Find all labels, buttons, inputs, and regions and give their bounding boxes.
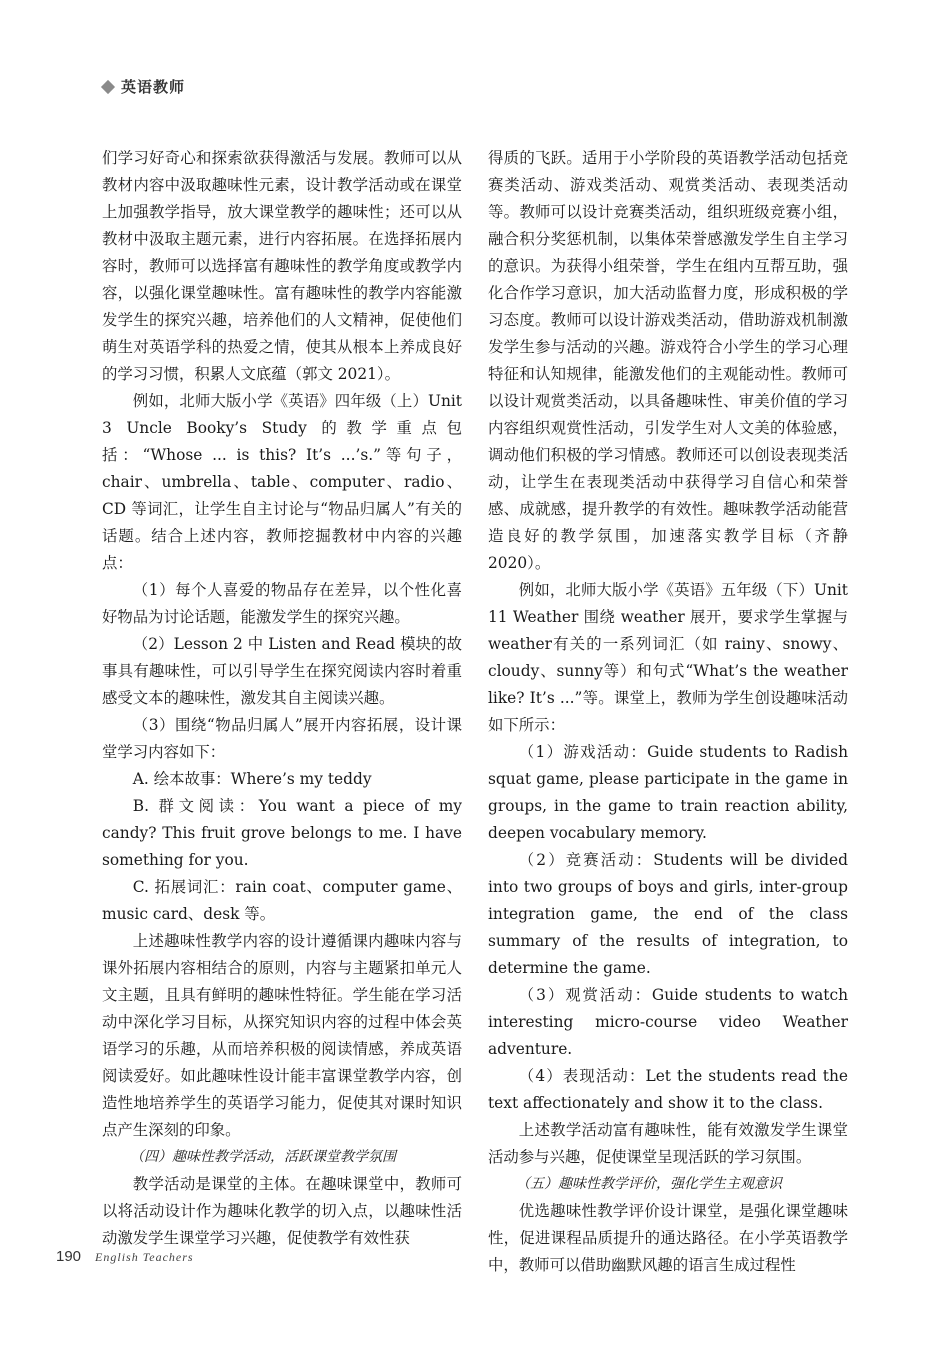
paragraph: 们学习好奇心和探索欲获得激活与发展。教师可以从教材内容中汲取趣味性元素，设计教学活动或在课堂上加强教学指导，放大课堂教学的趣味性；还可以从教材中汲取主题元素，进行内容拓展。在选择拓展内容时，教师可以选择富有趣味性的教学角度或教学内容，以强化课堂趣味性。富有趣味性的教学内容能激发学生的探究兴趣，培养他们的人文精神，促使他们萌生对英语学科的热爱之情，使其从根本上养成良好的学习习惯，积累人文底蕴（郭文 2021）。 bbox=[102, 149, 462, 383]
list-item: （2）竞赛活动：Students will be divided into two groups of boys and girls, inter-group integration game, the end of the class summary of the results of integration, to determine the game. bbox=[488, 851, 848, 977]
list-item: C. 拓展词汇：rain coat、computer game、music card、desk 等。 bbox=[102, 878, 462, 923]
list-item: （2）Lesson 2 中 Listen and Read 模块的故事具有趣味性，可以引导学生在探究阅读内容时着重感受文本的趣味性，激发其自主阅读兴趣。 bbox=[102, 635, 462, 707]
list-item: （1）游戏活动：Guide students to Radish squat game, please participate in the game in groups, in the game to train reaction ability, deepen vocabulary memory. bbox=[488, 743, 848, 842]
list-item: B. 群文阅读：You want a piece of my candy? This fruit grove belongs to me. I have something for you. bbox=[102, 797, 462, 869]
diamond-icon bbox=[101, 79, 115, 93]
paragraph: 得质的飞跃。适用于小学阶段的英语教学活动包括竞赛类活动、游戏类活动、观赏类活动、表现类活动等。教师可以设计竞赛类活动，组织班级竞赛小组，融合积分奖惩机制，以集体荣誉感激发学生自主学习的意识。为获得小组荣誉，学生在组内互帮互助，强化合作学习意识，加大活动监督力度，形成积极的学习态度。教师可以设计游戏类活动，借助游戏机制激发学生参与活动的兴趣。游戏符合小学生的学习心理特征和认知规律，能激发他们的主观能动性。教师可以设计观赏类活动，以具备趣味性、审美价值的学习内容组织观赏性活动，引发学生对人文美的体验感，调动他们积极的学习情感。教师还可以创设表现类活动，让学生在表现类活动中获得学习自信心和荣誉感、成就感，提升教学的有效性。趣味教学活动能营造良好的教学氛围，加速落实教学目标（齐静 2020）。 bbox=[488, 149, 848, 572]
list-item: （3）围绕“物品归属人”展开内容拓展，设计课堂学习内容如下： bbox=[102, 716, 462, 761]
list-item: （3）观赏活动：Guide students to watch interesting micro-course video Weather adventure. bbox=[488, 986, 848, 1058]
paragraph: 优选趣味性教学评价设计课堂，是强化课堂趣味性，促进课程品质提升的通达路径。在小学英语教学中，教师可以借助幽默风趣的语言生成过程性 bbox=[488, 1202, 848, 1274]
section-heading: （五）趣味性教学评价，强化学生主观意识 bbox=[516, 1176, 782, 1192]
paragraph: 例如，北师大版小学《英语》四年级（上）Unit 3 Uncle Booky’s Study 的教学重点包括：“Whose ... is this? It’s ...’s.”等句子，chair、umbrella、table、computer、radio、CD 等词汇，让学生自主讨论与“物品归属人”有关的话题。结合上述内容，教师挖掘教材中内容的兴趣点： bbox=[102, 392, 462, 572]
right-column bbox=[488, 145, 848, 1279]
page-footer bbox=[56, 1248, 194, 1265]
journal-header-title: 英语教师 bbox=[121, 78, 186, 96]
list-item: （1）每个人喜爱的物品存在差异，以个性化喜好物品为讨论话题，能激发学生的探究兴趣。 bbox=[102, 581, 462, 626]
paragraph: 上述趣味性教学内容的设计遵循课内趣味内容与课外拓展内容相结合的原则，内容与主题紧扣单元人文主题，且具有鲜明的趣味性特征。学生能在学习活动中深化学习目标，从探究知识内容的过程中体会英语学习的乐趣，从而培养积极的阅读情感，养成英语阅读爱好。如此趣味性设计能丰富课堂教学内容，创造性地培养学生的英语学习能力，促使其对课时知识点产生深刻的印象。 bbox=[102, 932, 462, 1139]
paragraph: 例如，北师大版小学《英语》五年级（下）Unit 11 Weather 围绕 weather 展开，要求学生掌握与weather有关的一系列词汇（如 rainy、snowy、cloudy、sunny等）和句式“What’s the weather like? It’s ...”等。课堂上，教师为学生创设趣味活动如下所示： bbox=[488, 581, 848, 734]
list-item: A. 绘本故事：Where’s my teddy bbox=[132, 770, 372, 788]
paragraph: 教学活动是课堂的主体。在趣味课堂中，教师可以将活动设计作为趣味化教学的切入点，以趣味性活动激发学生课堂学习兴趣，促使教学有效性获 bbox=[102, 1175, 462, 1247]
paragraph: 上述教学活动富有趣味性，能有效激发学生课堂活动参与兴趣，促使课堂呈现活跃的学习氛围。 bbox=[488, 1121, 848, 1166]
left-column bbox=[102, 145, 462, 1252]
footer-journal-name: English Teachers bbox=[95, 1250, 194, 1264]
list-item: （4）表现活动：Let the students read the text affectionately and show it to the class. bbox=[488, 1067, 848, 1112]
page-number: 190 bbox=[56, 1248, 82, 1265]
section-heading: （四）趣味性教学活动，活跃课堂教学氛围 bbox=[130, 1149, 396, 1165]
running-header bbox=[103, 76, 185, 97]
